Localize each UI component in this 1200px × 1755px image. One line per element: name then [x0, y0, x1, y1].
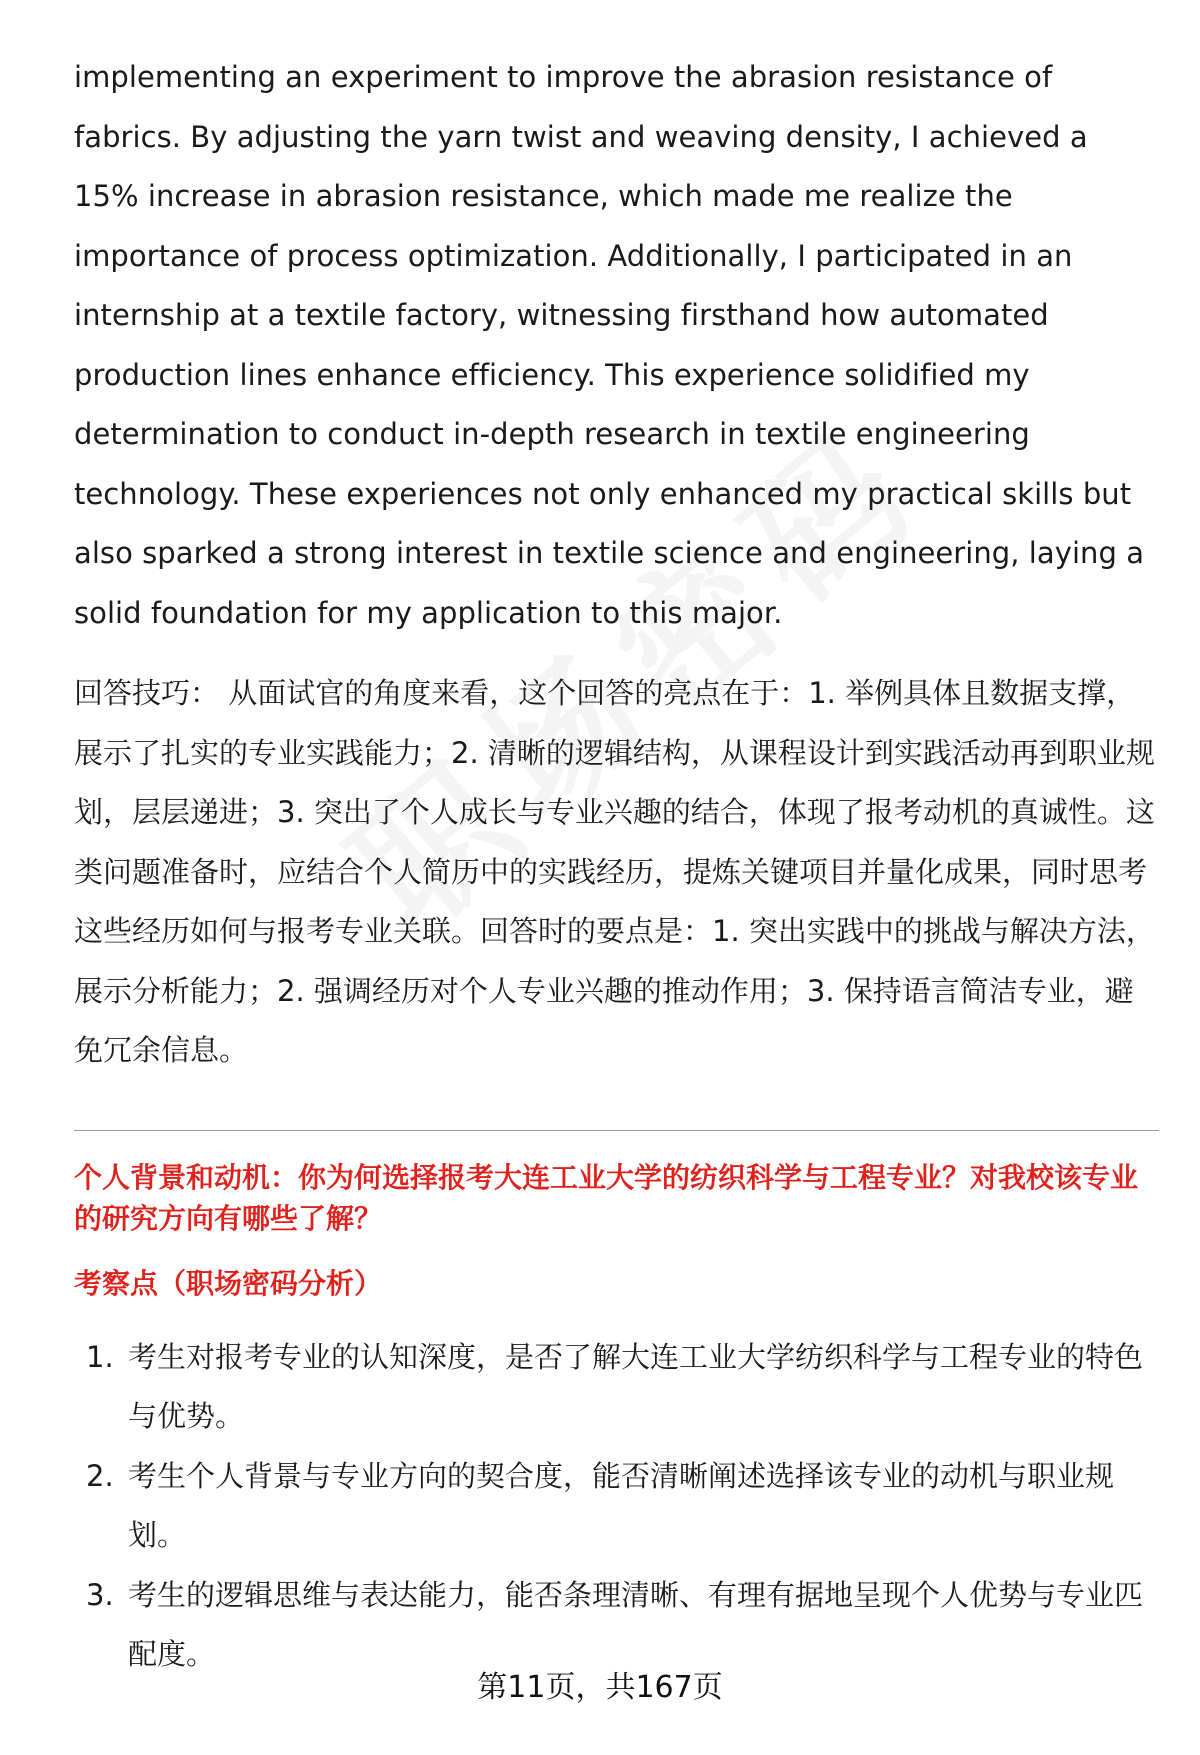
list-item-number: 2.	[86, 1458, 114, 1493]
page-content	[74, 48, 1159, 1685]
list-item	[74, 1566, 1159, 1685]
page-number-footer: 第11页，共167页	[477, 1670, 723, 1705]
section-divider	[74, 1130, 1159, 1131]
list-item	[74, 1328, 1159, 1447]
assessment-points-heading: 考察点（职场密码分析）	[74, 1266, 383, 1300]
answer-paragraph: implementing an experiment to improve the abrasion resistance of fabrics. By adjusting the yarn twist and weaving density, I achieved a 15% increase in abrasion resistance, which made me realize the importance of process optimization. Additionally, I participated in an internship at a textile factory, witnessing firsthand how automated production lines enhance efficiency. This experience solidified my determination to conduct in-depth research in textile engineering technology. These experiences not only enhanced my practical skills but also sparked a strong interest in textile science and engineering, laying a solid foundation for my application to this major.	[74, 60, 1145, 630]
assessment-points-list	[74, 1328, 1159, 1685]
list-item-text: 考生对报考专业的认知深度，是否了解大连工业大学纺织科学与工程专业的特色与优势。	[128, 1339, 1144, 1433]
list-item-number: 3.	[86, 1577, 114, 1612]
list-item	[74, 1447, 1159, 1566]
list-item-number: 1.	[86, 1339, 114, 1374]
list-item-text: 考生的逻辑思维与表达能力，能否条理清晰、有理有据地呈现个人优势与专业匹配度。	[128, 1577, 1144, 1671]
list-item-text: 考生个人背景与专业方向的契合度，能否清晰阐述选择该专业的动机与职业规划。	[128, 1458, 1115, 1552]
question-heading: 个人背景和动机：你为何选择报考大连工业大学的纺织科学与工程专业？对我校该专业的研究方向有哪些了解？	[74, 1160, 1139, 1235]
answer-tips-paragraph: 回答技巧： 从面试官的角度来看，这个回答的亮点在于：1. 举例具体且数据支撑，展示了扎实的专业实践能力；2. 清晰的逻辑结构，从课程设计到实践活动再到职业规划，层层递进；3. 突出了个人成长与专业兴趣的结合，体现了报考动机的真诚性。这类问题准备时，应结合个人简历中的实践经历，提炼关键项目并量化成果，同时思考这些经历如何与报考专业关联。回答时的要点是：1. 突出实践中的挑战与解决方法，展示分析能力；2. 强调经历对个人专业兴趣的推动作用；3. 保持语言简洁专业，避免冗余信息。	[74, 676, 1155, 1067]
